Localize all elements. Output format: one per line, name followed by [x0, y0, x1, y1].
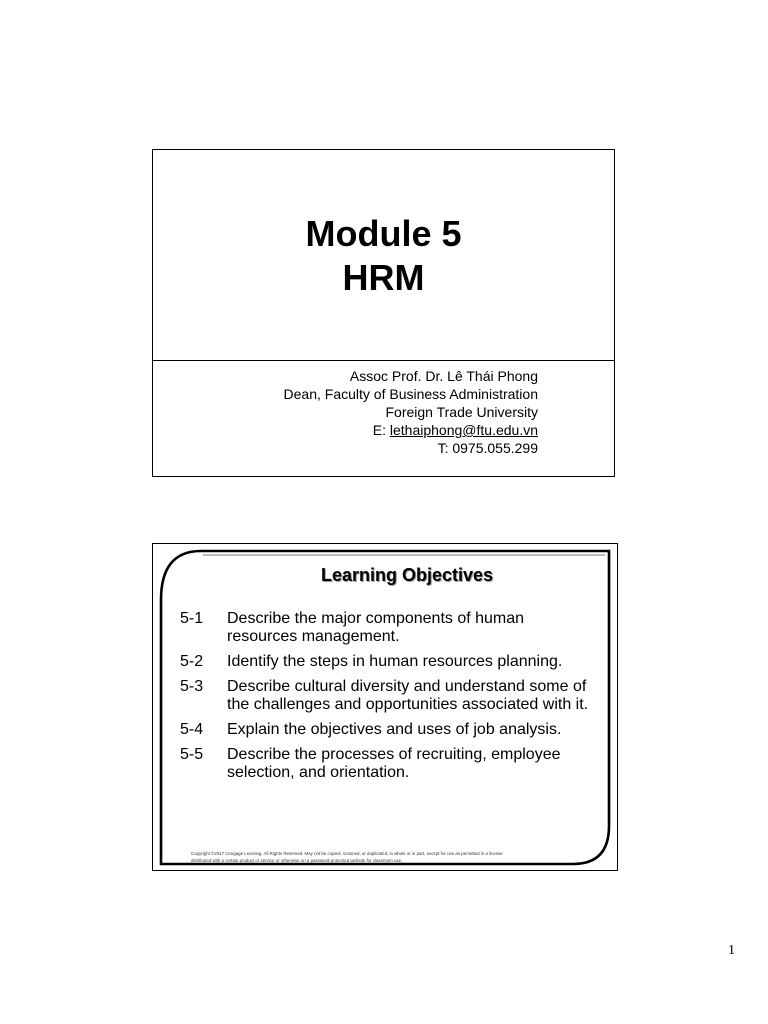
objective-item [180, 746, 590, 782]
objective-number: 5-1 [180, 610, 204, 627]
email-link[interactable]: lethaiphong@ftu.edu.vn [389, 422, 538, 438]
author-name: Assoc Prof. Dr. Lê Thái Phong [349, 368, 538, 384]
copyright-line: distributed with a certain product or service or otherwise on a password-protected website for classroom use. [191, 858, 403, 863]
objective-number: 5-5 [180, 746, 204, 763]
author-institution: Foreign Trade University [385, 404, 538, 420]
title-area [153, 150, 614, 361]
objective-text: Describe the major components of human resources management. [227, 610, 525, 645]
email-prefix: E: [372, 422, 390, 438]
module-title: Module 5 [305, 213, 462, 254]
objective-item [180, 721, 590, 739]
author-info [284, 367, 538, 457]
copyright-notice [191, 850, 591, 864]
copyright-line: Copyright ©2017 Cengage Learning. All Rights Reserved. May not be copied, scanned, or duplicated, in whole or in part, except for use as permitted in a license [191, 851, 503, 856]
objective-text: Explain the objectives and uses of job analysis. [227, 721, 562, 738]
slide-title: Learning Objectives [320, 565, 494, 585]
objective-text: Describe the processes of recruiting, employee selection, and orientation. [227, 746, 561, 781]
learning-objectives-slide [152, 543, 618, 871]
objective-item [180, 610, 590, 646]
objective-number: 5-4 [180, 721, 204, 738]
author-email-line [284, 421, 538, 439]
objective-number: 5-2 [180, 653, 204, 670]
objective-text: Describe cultural diversity and understand some of the challenges and opportunities associated with it. [227, 678, 589, 713]
objective-item [180, 678, 590, 714]
objectives-list [180, 610, 590, 789]
objective-number: 5-3 [180, 678, 204, 695]
author-position: Dean, Faculty of Business Administration [283, 386, 538, 402]
page-number: 1 [728, 943, 735, 958]
objective-item [180, 653, 590, 671]
title-slide [152, 149, 615, 477]
author-phone: T: 0975.055.299 [437, 440, 538, 456]
objective-text: Identify the steps in human resources planning. [227, 653, 563, 670]
module-subtitle: HRM [342, 257, 425, 298]
